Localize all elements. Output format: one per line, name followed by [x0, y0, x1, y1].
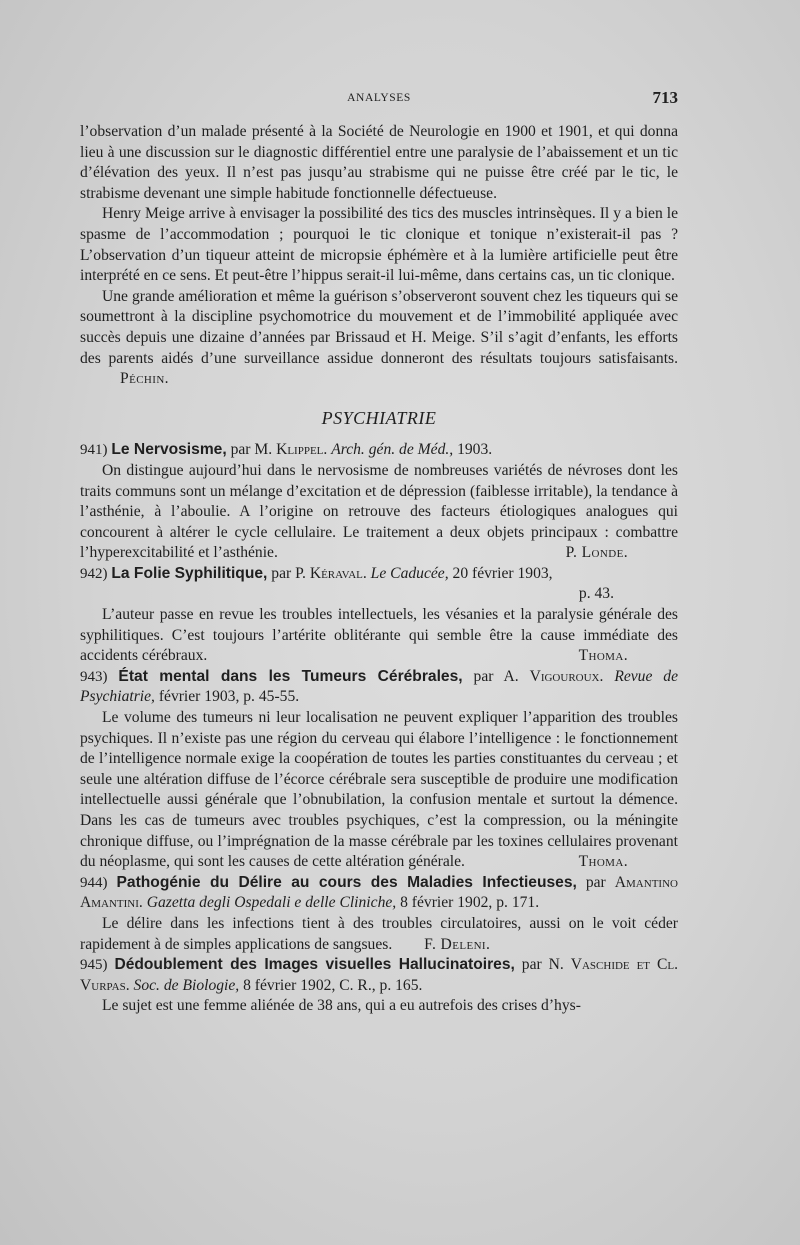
- entry-body-text: Le volume des tumeurs ni leur localisation ne peuvent expliquer l’apparition des troubles psychiques. Il n’existe pas une région du cerveau qui élabore l’intelligence : le fonctionnement de l’intelligence normale exige la coopération de toutes les parties constituantes du cerveau ; et seule une altération diffuse de l’écorce cérébrale sera susceptible de produire une modification intellectuelle aussi générale que l’obnubilation, la confusion mentale et surtout la démence. Dans les cas de tumeurs avec troubles psychiques, c’est la compression, ou la méningite chronique diffuse, ou l’imprégnation de la masse cérébrale par les toxines cellulaires provenant du néoplasme, qui sont les causes de cette altération générale.: [80, 709, 678, 871]
- entry-943-body: [80, 708, 678, 873]
- intro-paragraph-3: [80, 287, 678, 390]
- entry-body-text: L’auteur passe en revue les troubles intellectuels, les vésanies et la paralysie générale des syphilitiques. C’est toujours l’artérite oblitérante qui semble être la cause immédiate des accidents cérébraux.: [80, 606, 678, 665]
- page-content: [80, 122, 678, 1017]
- entry-title: Le Nervosisme,: [111, 441, 227, 459]
- entry-number: 945): [80, 957, 108, 974]
- entry-944-body: [80, 914, 678, 955]
- entry-945-heading: [80, 955, 678, 996]
- entry-944-heading: [80, 873, 678, 914]
- entry-date: 8 février 1902, p. 171.: [400, 894, 540, 912]
- author-prefix: par A.: [473, 667, 519, 685]
- entry-943-heading: [80, 667, 678, 708]
- entry-title: Pathogénie du Délire au cours des Maladies Infectieuses,: [116, 873, 577, 891]
- entry-journal: Gazetta degli Ospedali e delle Cliniche,: [146, 894, 397, 912]
- intro-paragraph-1: l’observation d’un malade présenté à la Société de Neurologie en 1900 et 1901, et qui donna lieu à une discussion sur le diagnostic différentiel entre une paralysie de l’abaissement et un tic d’élévation des yeux. Il n’est pas jusqu’au strabisme qui ne puisse être créé par le tic, le strabisme devenant une simple habitude fonctionnelle défectueuse.: [80, 123, 678, 202]
- entry-title: La Folie Syphilitique,: [111, 564, 268, 582]
- intro-signature: Péchin.: [120, 370, 169, 388]
- entry-number: 942): [80, 565, 108, 582]
- entry-title: État mental dans les Tumeurs Cérébrales,: [118, 667, 463, 685]
- entry-942-heading: [80, 564, 678, 585]
- entry-date: février 1903, p. 45-55.: [158, 688, 300, 706]
- entry-signature: F. Deleni.: [424, 935, 491, 953]
- entry-number: 944): [80, 874, 108, 891]
- section-heading: PSYCHIATRIE: [321, 407, 437, 428]
- author-prefix: par: [585, 873, 606, 891]
- entry-author: Amantino Amantini.: [80, 873, 678, 912]
- page-number: 713: [652, 88, 678, 107]
- entry-author: Vaschide et Cl. Vurpas.: [80, 956, 678, 994]
- author-prefix: par N.: [521, 956, 564, 974]
- entry-journal: Revue de Psychiatrie,: [80, 667, 679, 706]
- entry-signature: Thoma.: [578, 853, 628, 871]
- running-title: ANALYSES: [347, 92, 411, 104]
- entry-date: 1903.: [457, 441, 493, 459]
- author-prefix: par M.: [230, 441, 273, 459]
- entry-941-body: [80, 461, 678, 564]
- entry-body-text: On distingue aujourd’hui dans le nervosisme de nombreuses variétés de névroses dont les traits communs sont un mélange d’excitation et de dépression (faiblesse irritable), la tendance à l’asthénie, à l’aboulie. A l’origine on retrouve des facteurs étiologiques analogues qui concourent à altérer le cycle cellulaire. Le traitement a deux objets principaux : combattre l’hyperexcitabilité et l’asthénie.: [80, 461, 678, 562]
- entry-945-body: Le sujet est une femme aliénée de 38 ans, qui a eu autrefois des crises d’hys-: [102, 997, 581, 1015]
- entry-942-body: [80, 605, 678, 667]
- page-header: [80, 88, 678, 108]
- entry-941-heading: [80, 440, 678, 461]
- entry-journal: Arch. gén. de Méd.,: [331, 441, 454, 459]
- entry-title: Dédoublement des Images visuelles Hallucinatoires,: [114, 956, 515, 974]
- entry-signature: P. Londe.: [565, 544, 628, 562]
- entry-author: Vigouroux.: [529, 667, 604, 685]
- entry-number: 943): [80, 668, 108, 685]
- entry-number: 941): [80, 442, 108, 459]
- entry-body-text: Le délire dans les infections tient à des troubles circulatoires, aussi on le voit céder rapidement à de simples applications de sangsues.: [80, 914, 678, 953]
- intro-paragraph-3-text: Une grande amélioration et même la guérison s’observeront souvent chez les tiqueurs qui se soumettront à la discipline psychomotrice du mouvement et de l’immobilité appliquée avec succès depuis une dizaine d’années par Brissaud et H. Meige. S’il s’agit d’enfants, les efforts des parents aidés d’une surveillance assidue donneront des résultats toujours satisfaisants.: [80, 287, 678, 367]
- entry-942-pages: p. 43.: [578, 585, 614, 603]
- entry-date: 20 février 1903,: [452, 564, 553, 582]
- entry-signature: Thoma.: [578, 647, 628, 665]
- entry-author: Klippel.: [276, 441, 328, 459]
- entry-date: 8 février 1902, C. R., p. 165.: [243, 976, 423, 994]
- entry-author: Kéraval.: [309, 564, 367, 582]
- author-prefix: par P.: [271, 564, 306, 582]
- entry-journal: Le Caducée,: [370, 564, 449, 582]
- entry-journal: Soc. de Biologie,: [133, 976, 240, 994]
- intro-paragraph-2: Henry Meige arrive à envisager la possibilité des tics des muscles intrinsèques. Il y a bien le spasme de l’accommodation ; pourquoi le tic clonique et tonique n’existerait-il pas ? L’observation d’un tiqueur atteint de micropsie éphémère et à la lumière artificielle peut être interprété en ce sens. Et peut-être l’hippus serait-il lui-même, dans certains cas, un tic clonique.: [80, 205, 678, 285]
